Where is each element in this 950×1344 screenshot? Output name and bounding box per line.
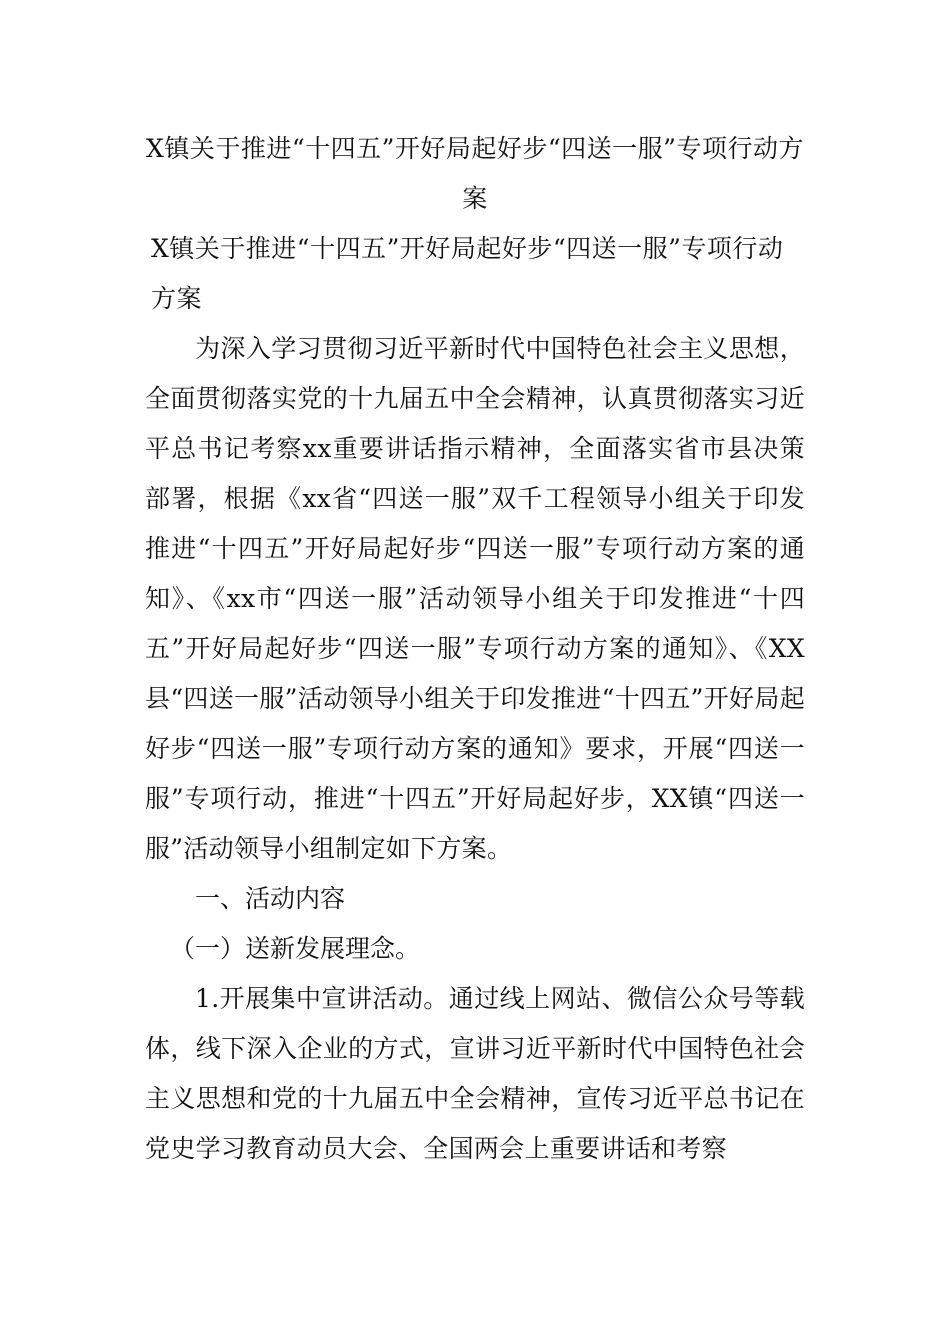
- section-heading-activity-content: 一、活动内容: [195, 884, 346, 913]
- intro-paragraph: 为深入学习贯彻习近平新时代中国特色社会主义思想，全面贯彻落实党的十九届五中全会精神，认真贯彻落实习近平总书记考察xx重要讲话指示精神，全面落实省市县决策部署，根据《xx省“四送一服”双千工程领导小组关于印发推进“十四五”开好局起好步“四送一服”专项行动方案的通知》、《xx市“四送一服”活动领导小组关于印发推进“十四五”开好局起好步“四送一服”专项行动方案的通知》、《XX县“四送一服”活动领导小组关于印发推进“十四五”开好局起好步“四送一服”专项行动方案的通知》要求，开展“四送一服”专项行动，推进“十四五”开好局起好步，XX镇“四送一服”活动领导小组制定如下方案。: [145, 334, 805, 863]
- document-page: [145, 124, 805, 1174]
- item-paragraph-1: 1.开展集中宣讲活动。通过线上网站、微信公众号等载体，线下深入企业的方式，宣讲习近平新时代中国特色社会主义思想和党的十九届五中全会精神，宣传习近平总书记在党史学习教育动员大会、全国两会上重要讲话和考察: [145, 984, 805, 1163]
- subsection-heading-new-development: （一）送新发展理念。: [170, 934, 421, 963]
- document-title: X镇关于推进“十四五”开好局起好步“四送一服”专项行动方案: [146, 134, 804, 213]
- document-subtitle: X镇关于推进“十四五”开好局起好步“四送一服”专项行动方案: [151, 234, 784, 313]
